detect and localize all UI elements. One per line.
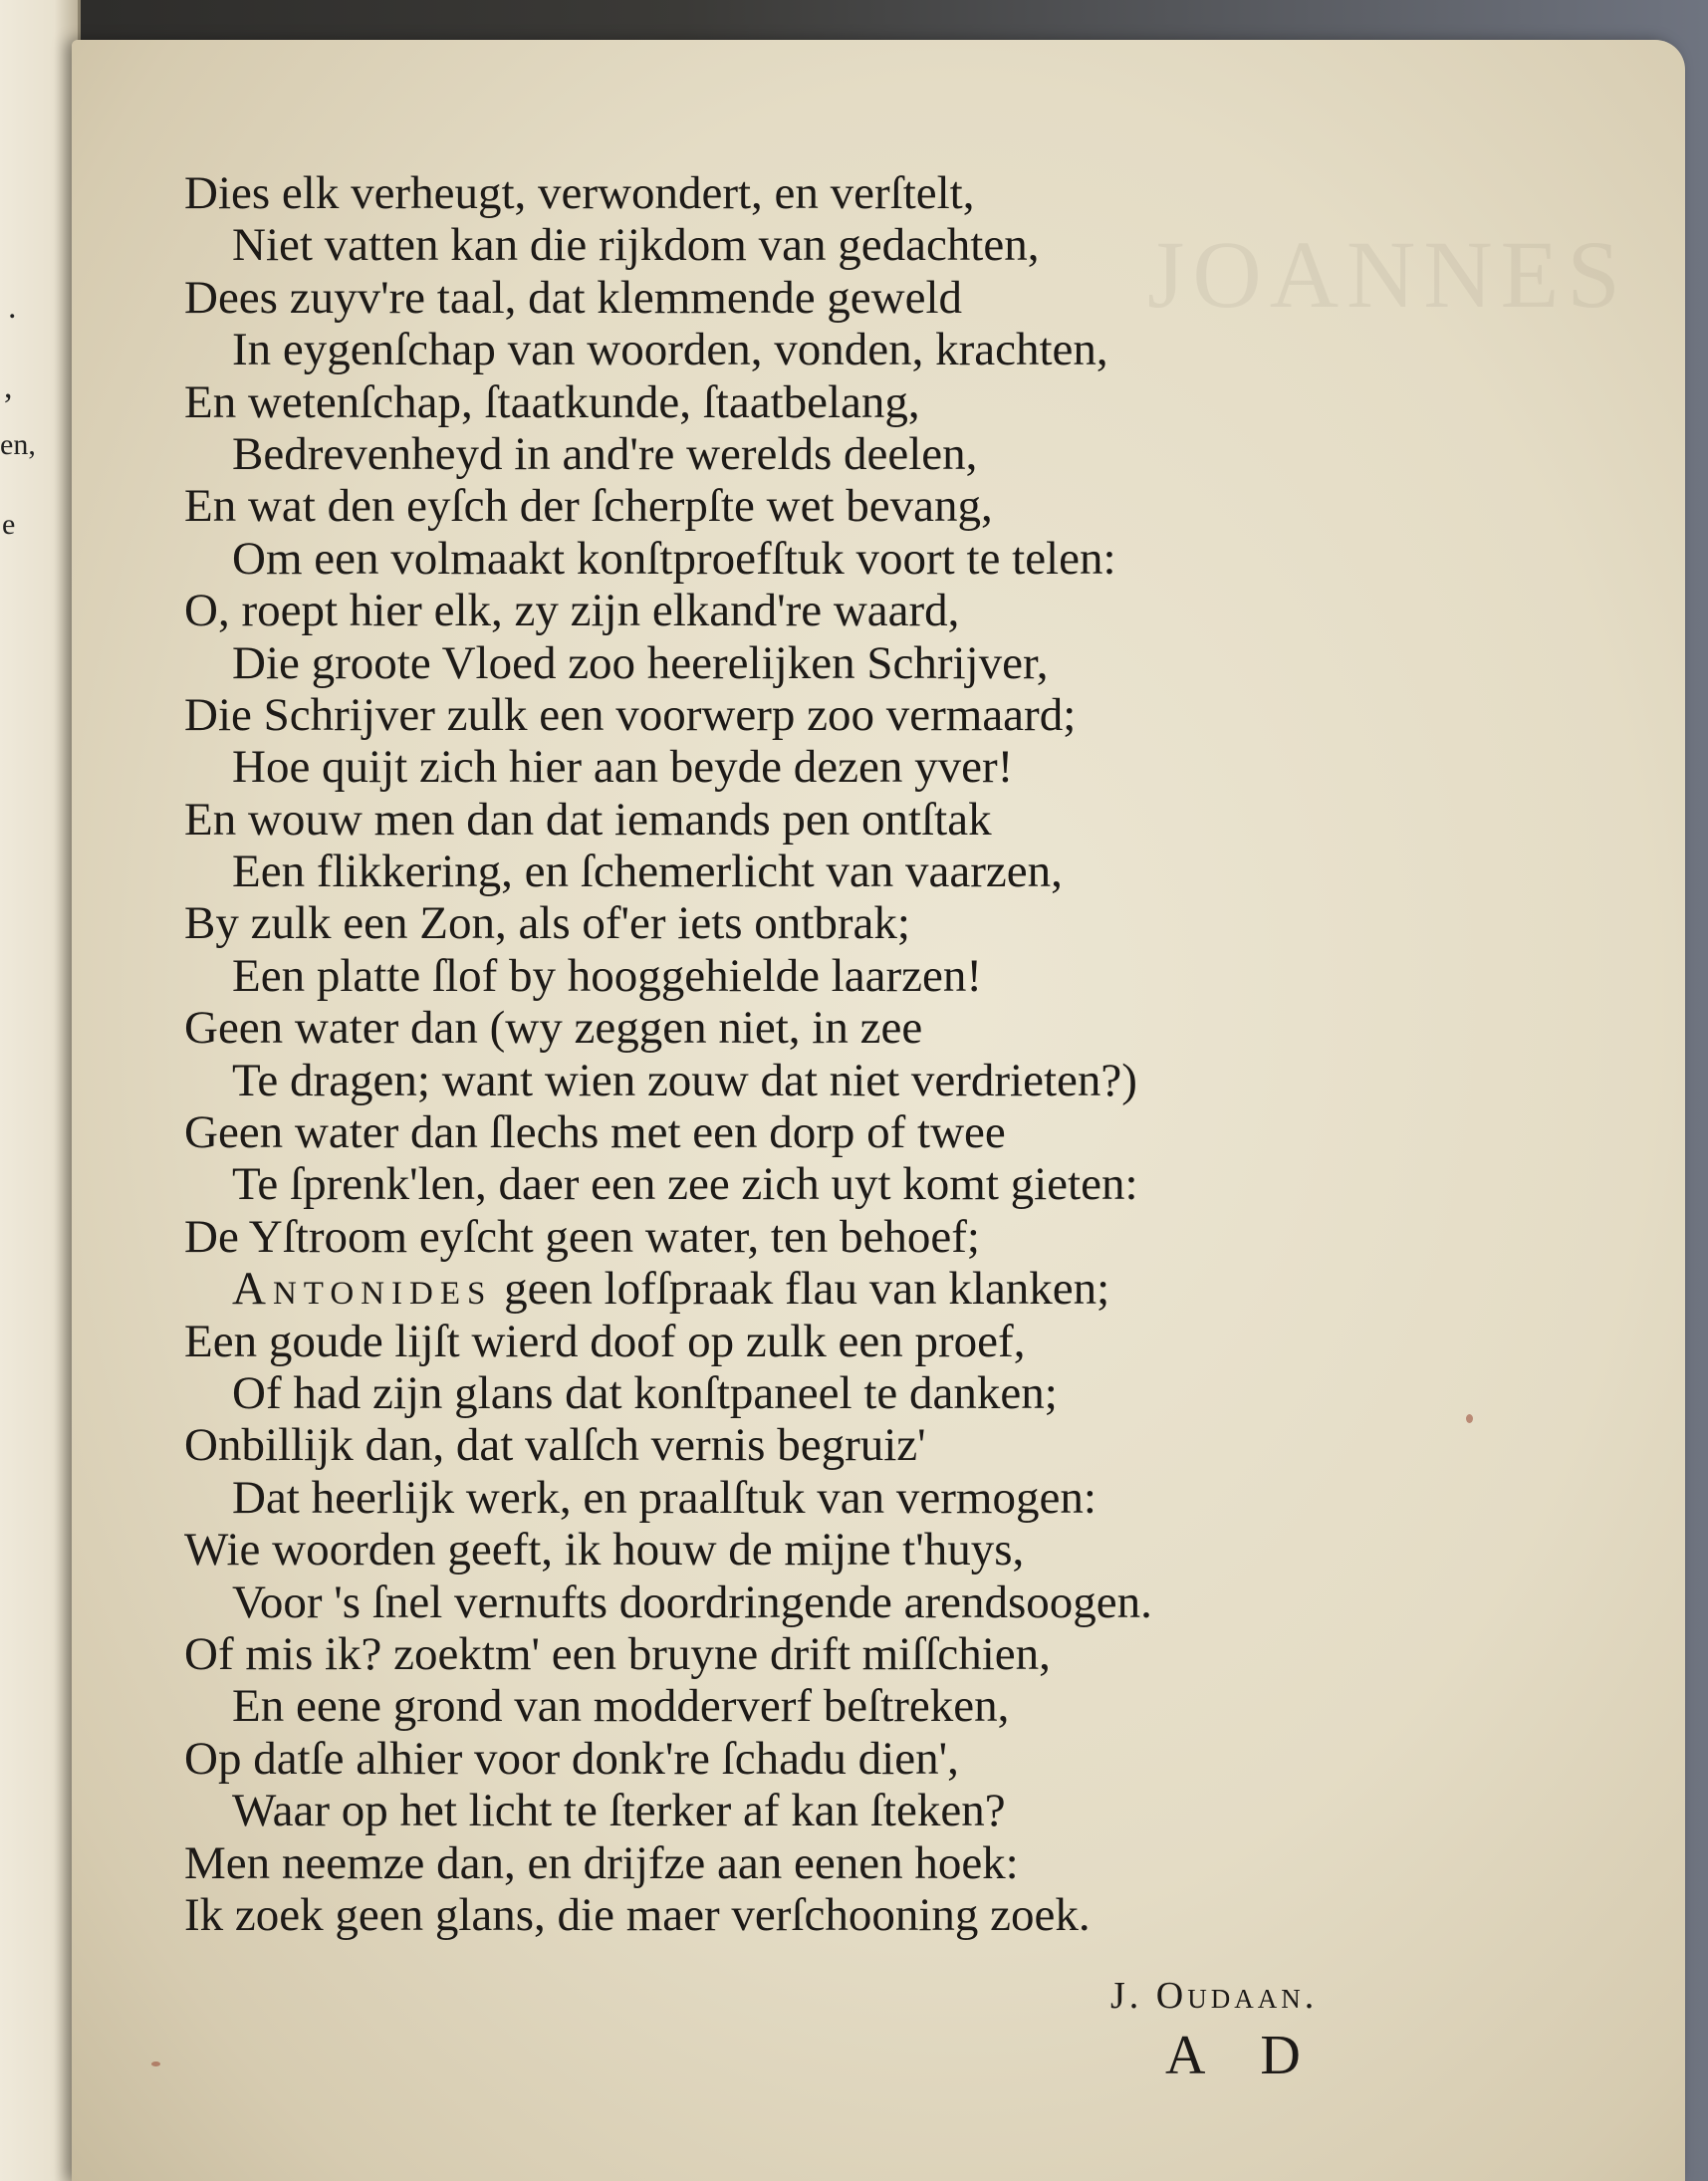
- poem-line: Bedrevenheyd in and're werelds deelen,: [232, 427, 978, 480]
- facing-page-edge: [0, 0, 81, 2181]
- poem-line: Te ſprenk'len, daer een zee zich uyt komt gieten:: [232, 1158, 1138, 1211]
- poem-line: En eene grond van modderverf beſtreken,: [232, 1680, 1010, 1733]
- poem-line: By zulk een Zon, als of'er iets ontbrak;: [184, 897, 910, 950]
- foxing-spot: [151, 2061, 160, 2066]
- facing-page-mark: e: [2, 508, 16, 541]
- poem-line: Of had zijn glans dat konſtpaneel te danken;: [232, 1366, 1058, 1419]
- poem-line: Dat heerlijk werk, en praalſtuk van vermogen:: [232, 1471, 1097, 1524]
- poem-line: Wie woorden geeft, ik houw de mijne t'huys,: [184, 1524, 1025, 1576]
- poem-line: Of mis ik? zoektm' een bruyne drift miſſchien,: [184, 1627, 1051, 1680]
- poem-line: En wetenſchap, ſtaatkunde, ſtaatbelang,: [184, 375, 920, 428]
- poem-line: O, roept hier elk, zy zijn elkand're waard,: [184, 585, 960, 637]
- poem-line: Die Schrijver zulk een voorwerp zoo vermaard;: [184, 688, 1077, 741]
- show-through-text: JOANNES: [1147, 221, 1628, 328]
- poem-line: Een platte ſlof by hooggehielde laarzen!: [232, 949, 982, 1002]
- poem-line-text: geen lofſpraak flau van klanken;: [504, 1263, 1110, 1316]
- poem-line: Dies elk verheugt, verwondert, en verſtelt,: [184, 167, 975, 219]
- signature-mark: A D: [1165, 2025, 1323, 2086]
- foxing-spot: [1466, 1414, 1473, 1423]
- poem-line: Een goude lijſt wierd doof op zulk een proef,: [184, 1315, 1026, 1367]
- poem-line: [184, 1263, 1379, 1315]
- poem-line: Niet vatten kan die rijkdom van gedachten,: [232, 219, 1040, 272]
- poem-line: Geen water dan ſlechs met een dorp of twee: [184, 1106, 1006, 1159]
- poem-line: Te dragen; want wien zouw dat niet verdrieten?): [232, 1054, 1137, 1106]
- poem-line: En wouw men dan dat iemands pen ontſtak: [184, 793, 992, 846]
- poem-line: En wat den eyſch der ſcherpſte wet bevang,: [184, 480, 993, 533]
- poem-line: Onbillijk dan, dat valſch vernis begruiz': [184, 1419, 926, 1472]
- poem: [184, 167, 1379, 1941]
- poem-line: Op datſe alhier voor donk're ſchadu dien',: [184, 1732, 959, 1785]
- poem-line: Voor 's ſnel vernufts doordringende arendsoogen.: [232, 1575, 1152, 1628]
- poem-line: Hoe quijt zich hier aan beyde dezen yver!: [232, 741, 1014, 794]
- poem-line: Ik zoek geen glans, die maer verſchooning zoek.: [184, 1888, 1091, 1941]
- facing-page-mark: en,: [0, 428, 36, 461]
- poem-line: Men neemze dan, en drijfze aan eenen hoek:: [184, 1836, 1019, 1889]
- facing-page-mark: .: [8, 289, 17, 326]
- poem-line: De Yſtroom eyſcht geen water, ten behoef;: [184, 1210, 980, 1263]
- poem-line: Geen water dan (wy zeggen niet, in zee: [184, 1002, 923, 1055]
- poem-line: Om een volmaakt konſtproefſtuk voort te telen:: [232, 532, 1116, 585]
- facing-page-mark: ,: [4, 368, 13, 405]
- poem-line: Die groote Vloed zoo heerelijken Schrijver,: [232, 636, 1049, 689]
- poem-line: Waar op het licht te ſterker af kan ſteken?: [232, 1785, 1006, 1837]
- poem-line: In eygenſchap van woorden, vonden, krachten,: [232, 324, 1108, 376]
- poem-line: Dees zuyv're taal, dat klemmende geweld: [184, 271, 963, 324]
- poem-line: Een flikkering, en ſchemerlicht van vaarzen,: [232, 846, 1063, 898]
- signature: J. Oudaan.: [1110, 1975, 1319, 2017]
- author-name-smallcaps: Antonides: [232, 1263, 493, 1316]
